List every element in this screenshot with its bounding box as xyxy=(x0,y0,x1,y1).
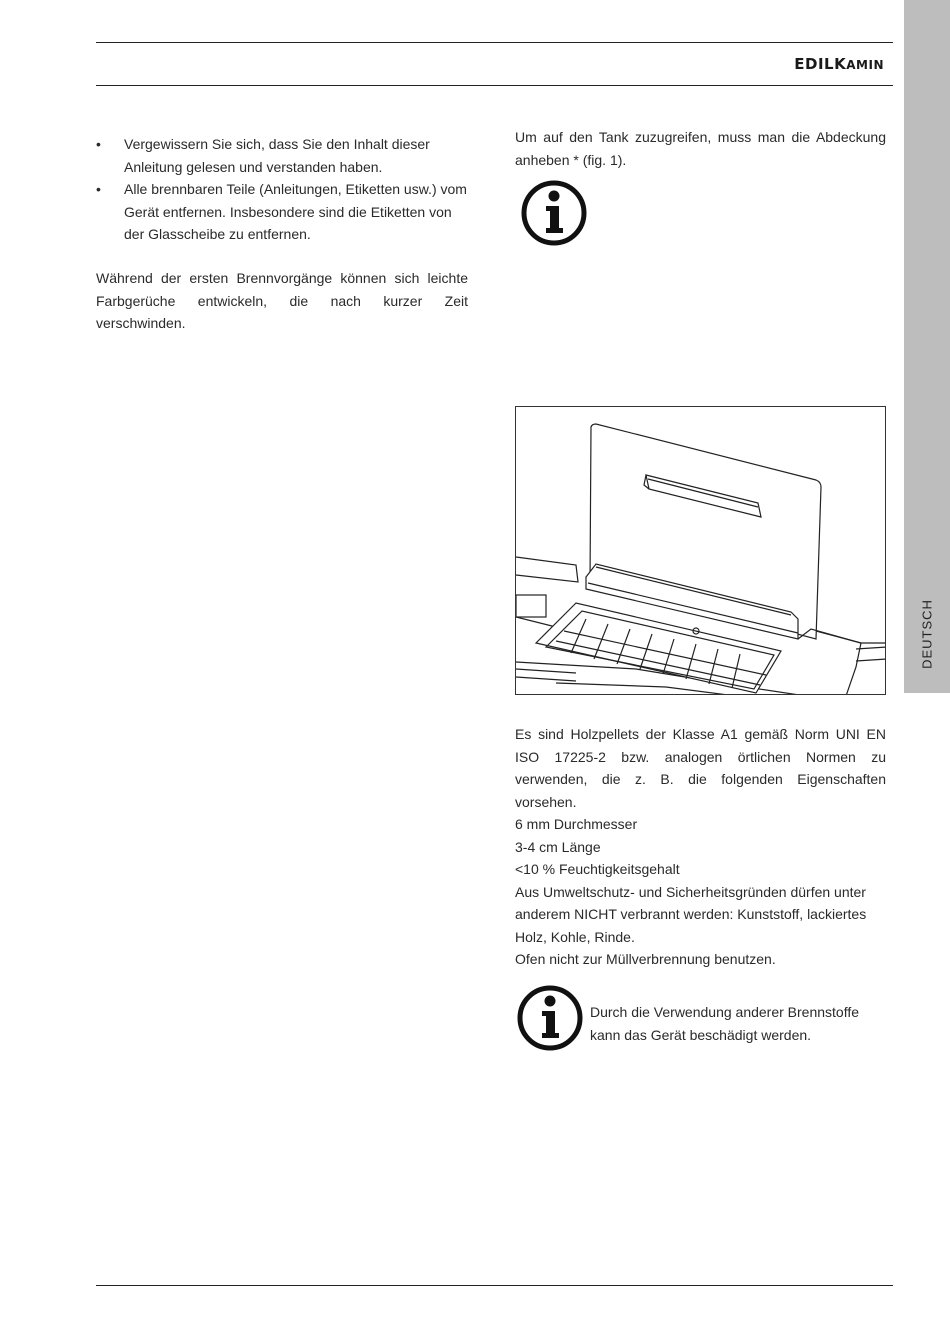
waste-warning: Ofen nicht zur Müllverbrennung benutzen. xyxy=(515,951,776,967)
brand-logo: EDILKAMIN xyxy=(794,55,884,73)
language-label: DEUTSCH xyxy=(919,599,935,669)
info-icon xyxy=(519,178,589,248)
fuel-damage-note: Durch die Verwendung anderer Brennstoffe kann das Gerät beschädigt werden. xyxy=(590,1004,860,1043)
spec-moisture: <10 % Feuchtigkeitsgehalt xyxy=(515,861,680,877)
header-rule-top xyxy=(96,42,893,43)
footer-rule xyxy=(96,1285,893,1286)
bullet-item xyxy=(96,133,468,178)
spec-diameter: 6 mm Durchmesser xyxy=(515,816,638,832)
pellet-spec-block xyxy=(515,723,886,971)
info-icon xyxy=(515,983,585,1053)
safety-bullet-list xyxy=(96,133,468,246)
bullet-text: Vergewissern Sie sich, dass Sie den Inhalt dieser Anleitung gelesen und verstanden haben. xyxy=(124,136,430,175)
header-rule-bottom xyxy=(96,85,893,86)
bullet-marker: • xyxy=(96,136,101,152)
bullet-marker: • xyxy=(96,181,101,197)
tank-lid-figure xyxy=(515,406,886,695)
tank-access-paragraph: Um auf den Tank zuzugreifen, muss man die Abdeckung anheben * (fig. 1). xyxy=(515,129,886,168)
environment-paragraph: Aus Umweltschutz- und Sicherheitsgründen dürfen unter anderem NICHT verbrannt werden: Kunststoff, lackiertes Holz, Kohle, Rinde. xyxy=(515,883,867,945)
bullet-text: Alle brennbaren Teile (Anleitungen, Etiketten usw.) vom Gerät entfernen. Insbesondere sind die Etiketten von der Glasscheibe zu entfernen. xyxy=(124,181,467,242)
first-burn-paragraph: Während der ersten Brennvorgänge können sich leichte Farbgerüche entwickeln, die nach kurzer Zeit verschwinden. xyxy=(96,270,468,331)
spec-length: 3-4 cm Länge xyxy=(515,838,601,855)
pellet-tank-lid-illustration xyxy=(516,407,886,695)
language-side-tab xyxy=(904,0,950,693)
bullet-item xyxy=(96,178,468,246)
pellet-paragraph: Es sind Holzpellets der Klasse A1 gemäß Norm UNI EN ISO 17225-2 bzw. analogen örtlichen Normen zu verwenden, die z. B. die folgenden Eigenschaften vorsehen. xyxy=(515,726,886,810)
